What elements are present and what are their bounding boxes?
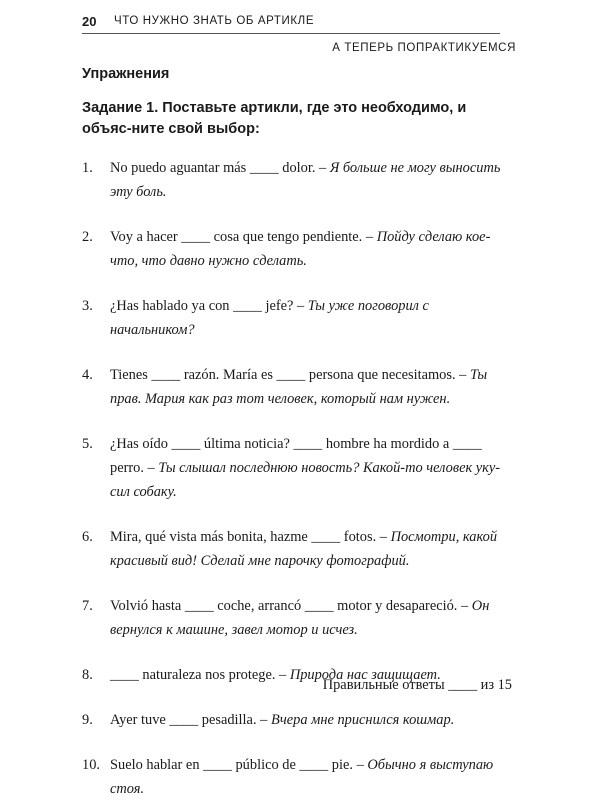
exercise-text: Mira, qué vista más bonita, hazme ____ fotos. –: [110, 529, 391, 545]
exercise-list: [82, 156, 512, 801]
exercise-text: ¿Has oído ____ última noticia? ____ hombre ha mordido a ____ perro. –: [110, 436, 482, 476]
score-line: Правильные ответы ____ из 15: [322, 677, 512, 693]
exercise-translation: Пойду сделаю кое-что, что давно нужно сделать.: [110, 229, 491, 269]
exercise-number: 9.: [82, 712, 93, 728]
running-head-left: ЧТО НУЖНО ЗНАТЬ ОБ АРТИКЛЕ: [114, 15, 315, 27]
exercise-translation: Я больше не могу выносить эту боль.: [110, 160, 501, 200]
exercise-item: [82, 753, 512, 801]
exercise-item: [82, 708, 512, 732]
exercise-item: [82, 294, 512, 342]
exercise-translation: Он вернулся к машине, завел мотор и исчез.: [110, 598, 490, 638]
exercise-translation: Вчера мне приснился кошмар.: [270, 712, 455, 728]
exercise-number: 4.: [82, 367, 93, 383]
exercise-number: 6.: [82, 529, 93, 545]
exercise-item: [82, 363, 512, 411]
exercise-text: Tienes ____ razón. María es ____ persona que necesitamos. –: [110, 367, 470, 383]
exercise-translation: Обычно я выступаю стоя.: [110, 757, 494, 797]
exercise-item: [82, 594, 512, 642]
section-title: Упражнения: [82, 66, 170, 82]
exercise-text: ____ naturaleza nos protege. –: [110, 667, 290, 683]
exercise-number: 2.: [82, 229, 93, 245]
exercise-number: 3.: [82, 298, 93, 314]
exercise-translation: Ты слышал последнюю новость? Какой-то человек уку-сил собаку.: [110, 460, 501, 500]
exercise-text: No puedo aguantar más ____ dolor. –: [110, 160, 330, 176]
exercise-number: 7.: [82, 598, 93, 614]
exercise-number: 10.: [82, 757, 100, 773]
exercise-text: Suelo hablar en ____ público de ____ pie. –: [110, 757, 368, 773]
exercise-text: ¿Has hablado ya con ____ jefe? –: [110, 298, 308, 314]
exercise-item: [82, 225, 512, 273]
exercise-item: [82, 432, 512, 504]
running-head-right: А ТЕПЕРЬ ПОПРАКТИКУЕМСЯ: [332, 42, 516, 54]
exercise-number: 5.: [82, 436, 93, 452]
exercise-number: 8.: [82, 667, 93, 683]
task-title: Задание 1. Поставьте артикли, где это необходимо, и объяс-ните свой выбор:: [82, 100, 467, 137]
exercise-translation: Ты уже поговорил с начальником?: [110, 298, 429, 338]
exercise-number: 1.: [82, 160, 93, 176]
exercise-translation: Природа нас защищает.: [289, 667, 441, 683]
exercise-item: [82, 156, 512, 204]
page-number: 20: [82, 14, 97, 29]
exercise-text: Voy a hacer ____ cosa que tengo pendiente. –: [110, 229, 377, 245]
exercise-text: Volvió hasta ____ coche, arrancó ____ motor y desapareció. –: [110, 598, 472, 614]
exercise-translation: Ты прав. Мария как раз тот человек, который нам нужен.: [110, 367, 488, 407]
exercise-translation: Посмотри, какой красивый вид! Сделай мне парочку фотографий.: [110, 529, 498, 569]
exercise-item: [82, 525, 512, 573]
exercise-text: Ayer tuve ____ pesadilla. –: [110, 712, 271, 728]
header-rule: [82, 33, 500, 34]
